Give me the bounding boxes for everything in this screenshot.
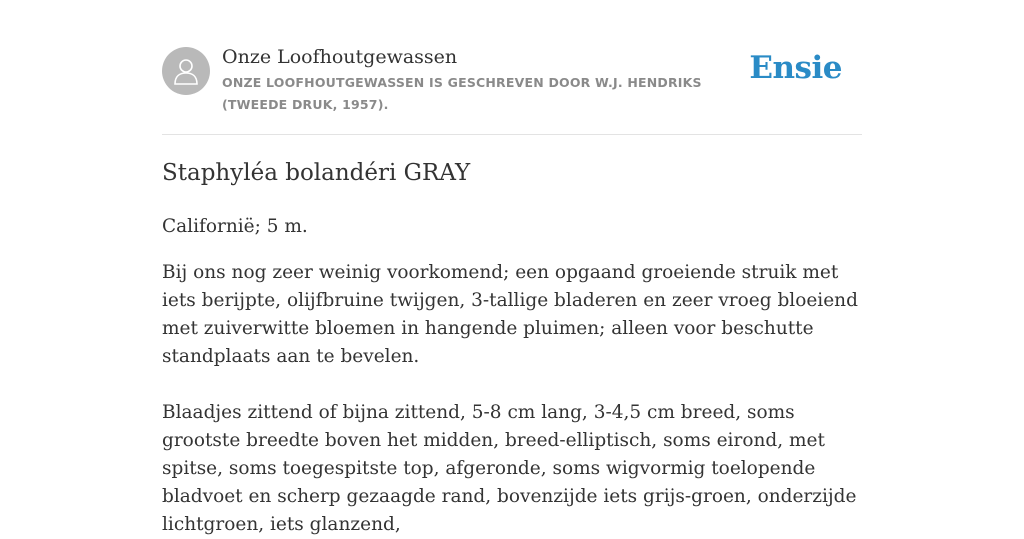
article-paragraph: Bij ons nog zeer weinig voorkomend; een opgaand groeiende struik met iets berijpte, olijfbruine twijgen, 3-tallige bladeren en zeer vroeg bloeiend met zuiverwitte bloemen in hangende pluimen; alleen voor beschutte standplaats aan te bevelen. (162, 262, 858, 367)
article-title: Staphyléa bolandéri GRAY (162, 160, 471, 186)
source-header (162, 0, 862, 135)
page-container (162, 0, 862, 535)
source-title-link[interactable]: Onze Loofhoutgewassen (222, 46, 458, 68)
avatar[interactable] (162, 47, 210, 95)
user-icon (173, 57, 199, 85)
article-paragraph: Blaadjes zittend of bijna zittend, 5-8 cm lang, 3-4,5 cm breed, soms grootste breedte boven het midden, breed-elliptisch, soms eirond, met spitse, soms toegespitste top, afgeronde, soms wigvormig toelopende bladvoet en scherp gezaagde rand, bovenzijde iets grijs-groen, onderzijde lichtgroen, iets glanzend, (162, 402, 857, 535)
article-meta: Californië; 5 m. (162, 216, 308, 237)
brand-logo[interactable]: Ensie (749, 50, 842, 86)
source-description: ONZE LOOFHOUTGEWASSEN IS GESCHREVEN DOOR W.J. HENDRIKS (TWEEDE DRUK, 1957). (222, 75, 702, 112)
